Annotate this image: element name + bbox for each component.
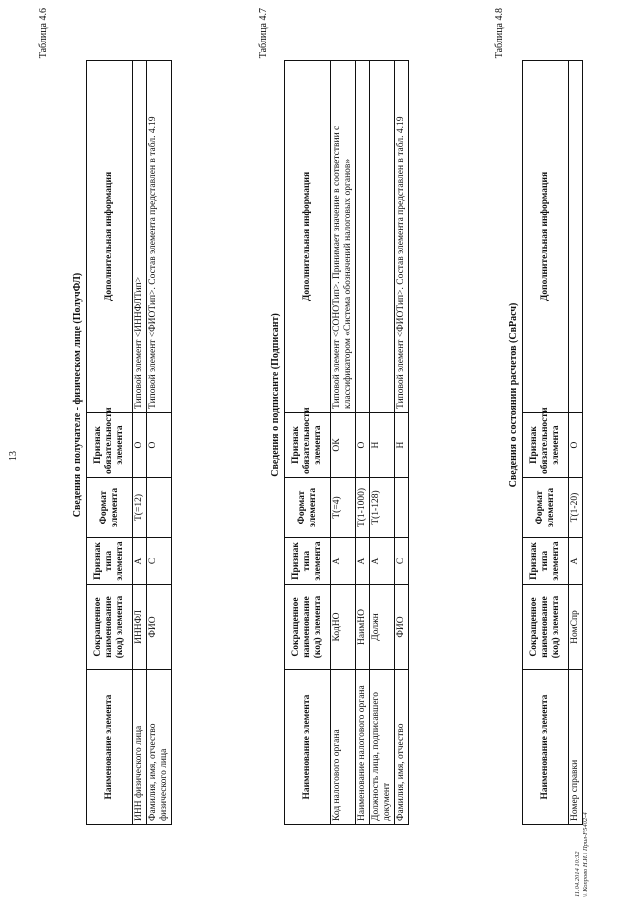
header-name: Наименование элемента	[523, 670, 569, 825]
cell-info	[370, 61, 395, 413]
table-4-6-number: Таблица 4.6	[38, 8, 49, 59]
header-type: Признак типа элемента	[87, 538, 133, 585]
cell-format: T(1-20)	[569, 478, 583, 538]
cell-code: ФИО	[395, 585, 409, 670]
table-4-7-title: Сведения о подписанте (Подписант)	[270, 313, 281, 477]
cell-type: С	[147, 538, 172, 585]
file-stamp-date: 11.04.2014 10:32	[574, 851, 581, 897]
cell-code: ФИО	[147, 585, 172, 670]
cell-info	[569, 61, 583, 413]
cell-type: С	[395, 538, 409, 585]
cell-code: КодНО	[331, 585, 356, 670]
table-row	[133, 61, 147, 825]
cell-format: T(=4)	[331, 478, 356, 538]
table-4-8-title: Сведения о состоянии расчетов (СвРасч)	[508, 302, 519, 488]
table-row	[331, 61, 356, 825]
cell-type: А	[331, 538, 356, 585]
cell-required: О	[356, 413, 370, 478]
cell-type: А	[133, 538, 147, 585]
header-code: Сокращенное наименование (код) элемента	[87, 585, 133, 670]
table-header-row	[87, 61, 133, 825]
header-format: Формат элемента	[87, 478, 133, 538]
cell-format: T(=12)	[133, 478, 147, 538]
header-name: Наименование элемента	[285, 670, 331, 825]
cell-name: Код налогового органа	[331, 670, 356, 825]
cell-info: Типовой элемент <СОНОТип>. Принимает значение в соответствии с классификатором «Система обозначений налоговых органов»	[331, 61, 356, 413]
table-4-8-number: Таблица 4.8	[494, 8, 505, 59]
table-row	[370, 61, 395, 825]
file-stamp	[574, 812, 590, 897]
cell-type: А	[569, 538, 583, 585]
cell-required: О	[133, 413, 147, 478]
cell-format	[395, 478, 409, 538]
cell-code: НомСпр	[569, 585, 583, 670]
cell-required: ОК	[331, 413, 356, 478]
table-4-6-title: Сведения о получателе - физическом лице (ПолучФЛ)	[72, 272, 83, 518]
table-row	[569, 61, 583, 825]
header-info: Дополнительная информация	[285, 61, 331, 413]
table-header-row	[285, 61, 331, 825]
header-required: Признак обязательности элемента	[87, 413, 133, 478]
header-name: Наименование элемента	[87, 670, 133, 825]
cell-required: О	[147, 413, 172, 478]
cell-type: А	[356, 538, 370, 585]
header-info: Дополнительная информация	[87, 61, 133, 413]
cell-info: Типовой элемент <ФИОТип>. Состав элемента представлен в табл. 4.19	[147, 61, 172, 413]
cell-code: ИННФЛ	[133, 585, 147, 670]
cell-required: О	[569, 413, 583, 478]
cell-name: Номер справки	[569, 670, 583, 825]
table-4-7	[284, 60, 409, 825]
cell-info: Типовой элемент <ИННФЛТип>	[133, 61, 147, 413]
cell-name: Наименование налогового органа	[356, 670, 370, 825]
cell-name: Должность лица, подписавшего документ	[370, 670, 395, 825]
header-required: Признак обязательности элемента	[285, 413, 331, 478]
header-type: Признак типа элемента	[523, 538, 569, 585]
cell-code: НаимНО	[356, 585, 370, 670]
table-4-6	[86, 60, 172, 825]
cell-name: Фамилия, имя, отчество физического лица	[147, 670, 172, 825]
cell-name: ИНН физического лица	[133, 670, 147, 825]
cell-required: Н	[395, 413, 409, 478]
header-format: Формат элемента	[285, 478, 331, 538]
cell-format: T(1-1000)	[356, 478, 370, 538]
cell-format: T(1-128)	[370, 478, 395, 538]
cell-code: Должн	[370, 585, 395, 670]
cell-format	[147, 478, 172, 538]
table-row	[356, 61, 370, 825]
file-stamp-path: \\ Копрово Н.И.\ Прил-F5402-4	[582, 812, 589, 897]
table-4-7-number: Таблица 4.7	[258, 8, 269, 59]
table-row	[147, 61, 172, 825]
header-code: Сокращенное наименование (код) элемента	[285, 585, 331, 670]
cell-info: Типовой элемент <ФИОТип>. Состав элемента представлен в табл. 4.19	[395, 61, 409, 413]
page-number: 13	[8, 451, 19, 461]
table-row	[395, 61, 409, 825]
header-format: Формат элемента	[523, 478, 569, 538]
header-info: Дополнительная информация	[523, 61, 569, 413]
cell-info	[356, 61, 370, 413]
cell-required: Н	[370, 413, 395, 478]
table-4-8	[522, 60, 583, 825]
table-header-row	[523, 61, 569, 825]
header-code: Сокращенное наименование (код) элемента	[523, 585, 569, 670]
cell-name: Фамилия, имя, отчество	[395, 670, 409, 825]
header-required: Признак обязательности элемента	[523, 413, 569, 478]
cell-type: А	[370, 538, 395, 585]
header-type: Признак типа элемента	[285, 538, 331, 585]
